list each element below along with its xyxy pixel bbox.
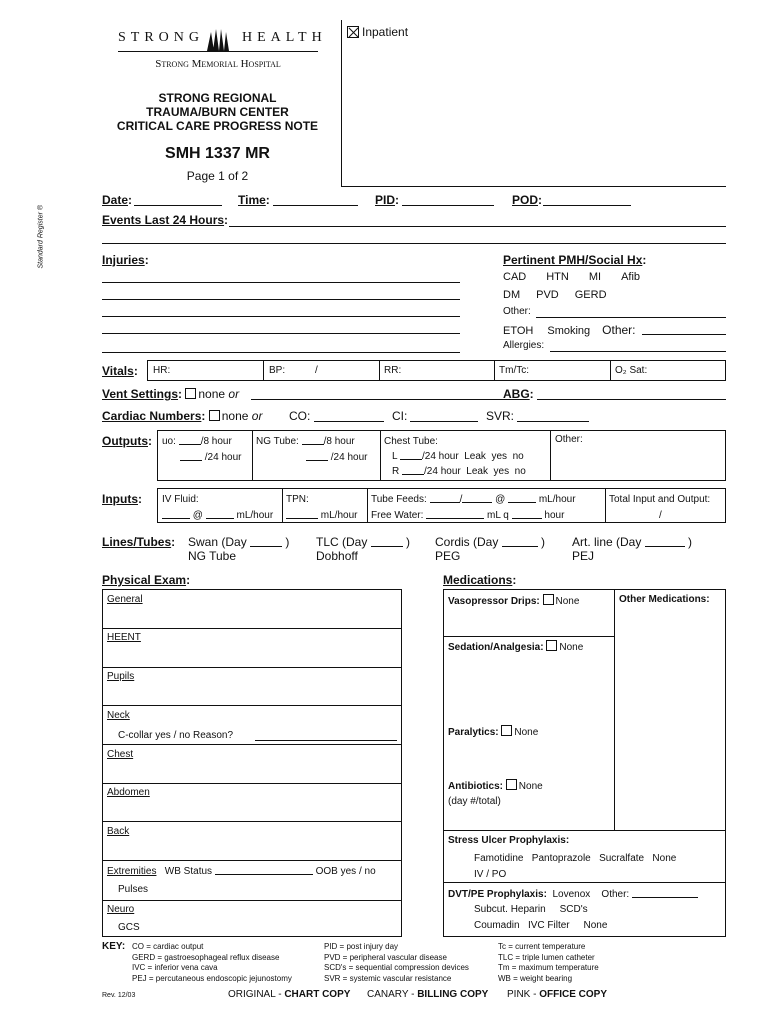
exam-heent[interactable]: HEENT	[107, 632, 141, 643]
ng-cell[interactable]: NG Tube: /8 hour /24 hour	[256, 436, 368, 463]
exam-gcs[interactable]: GCS	[118, 922, 140, 933]
exam-pulses[interactable]: Pulses	[118, 884, 149, 895]
brand-right: HEALTH	[242, 30, 327, 45]
title-line-1: STRONG REGIONAL	[158, 91, 277, 105]
checked-icon	[347, 26, 359, 38]
injuries-line[interactable]	[102, 352, 460, 353]
logo-icon	[204, 26, 232, 52]
exam-general[interactable]: General	[107, 594, 143, 605]
hospital-name: Strong Memorial Hospital	[155, 58, 281, 70]
exam-back[interactable]: Back	[107, 826, 130, 837]
cordis-item[interactable]: Cordis (Day ) PEG	[435, 535, 546, 563]
copy-pink: PINK - OFFICE COPY	[507, 989, 608, 1000]
allergies-field[interactable]	[550, 351, 726, 352]
date-label: Date:	[102, 193, 133, 207]
key-label: KEY:	[102, 941, 126, 952]
vent-none-checkbox[interactable]	[185, 388, 196, 399]
paralytics-row[interactable]: Paralytics: None	[448, 727, 539, 738]
co-field[interactable]	[314, 421, 384, 422]
vent-row: Vent Settings: none or	[102, 387, 240, 401]
svr-field[interactable]	[517, 421, 589, 422]
pid-label: PID:	[375, 193, 400, 207]
pod-label: POD:	[512, 193, 543, 207]
pmh-other2-field[interactable]	[642, 334, 726, 335]
exam-ccollar[interactable]: C-collar yes / no Reason?	[118, 730, 234, 741]
outputs-other[interactable]: Other:	[555, 434, 583, 445]
rr-field[interactable]: RR:	[384, 365, 402, 376]
title-line-3: CRITICAL CARE PROGRESS NOTE	[116, 119, 319, 133]
exam-extremities[interactable]: Extremities WB Status OOB yes / no	[107, 866, 376, 877]
brand-left: STRONG	[118, 30, 205, 45]
antibiotics-row[interactable]: Antibiotics: None (day #/total)	[448, 781, 543, 807]
inputs-label: Inputs:	[102, 492, 142, 506]
stress-ulcer-route[interactable]: IV / PO	[474, 869, 507, 880]
time-label: Time:	[238, 193, 270, 207]
svr-label: SVR:	[486, 409, 515, 423]
tm-field[interactable]: Tm/Tc:	[499, 365, 529, 376]
time-field[interactable]	[273, 205, 358, 206]
abg-field[interactable]	[537, 399, 726, 400]
bp-field[interactable]: BP:	[269, 365, 286, 376]
stress-ulcer-options[interactable]: Famotidine Pantoprazole Sucralfate None	[474, 853, 677, 864]
total-io-cell[interactable]: Total Input and Output: /	[609, 494, 711, 521]
chest-tube-cell[interactable]: Chest Tube: L /24 hour Leak yes no R /24 hour Leak yes no	[384, 436, 526, 477]
pmh-allergies: Allergies:	[503, 340, 545, 351]
sedation-row[interactable]: Sedation/Analgesia: None	[448, 642, 584, 653]
uo-cell[interactable]: uo: /8 hour /24 hour	[162, 436, 242, 463]
injuries-line[interactable]	[102, 316, 460, 317]
pmh-row-1: CAD HTN MI Afib	[503, 271, 641, 283]
exam-label: Physical Exam:	[102, 573, 191, 587]
other-meds[interactable]: Other Medications:	[619, 594, 710, 605]
stress-ulcer-label: Stress Ulcer Prophylaxis:	[448, 835, 570, 846]
inpatient-checkbox[interactable]: Inpatient	[347, 25, 408, 39]
injuries-label: Injuries:	[102, 253, 149, 267]
injuries-line[interactable]	[102, 299, 460, 300]
swan-item[interactable]: Swan (Day ) NG Tube	[188, 535, 290, 563]
exam-chest[interactable]: Chest	[107, 749, 134, 760]
hr-field[interactable]: HR:	[153, 365, 171, 376]
vasopressor-row[interactable]: Vasopressor Drips: None	[448, 596, 580, 607]
art-line-item[interactable]: Art. line (Day ) PEJ	[572, 535, 693, 563]
pod-field[interactable]	[543, 205, 631, 206]
dvt-row[interactable]: DVT/PE Prophylaxis: Lovenox Other:	[448, 888, 698, 900]
pid-field[interactable]	[402, 205, 494, 206]
injuries-line[interactable]	[102, 333, 460, 334]
key-col-3: Tc = current temperature TLC = triple lumen catheter Tm = maximum temperature WB = weight bearing	[498, 942, 599, 983]
exam-neck[interactable]: Neck	[107, 710, 130, 721]
exam-abdomen[interactable]: Abdomen	[107, 787, 150, 798]
abg-label: ABG:	[503, 387, 534, 401]
cardiac-row: Cardiac Numbers: none or	[102, 409, 263, 423]
brand-logo	[118, 26, 327, 54]
dvt-row-2[interactable]: Subcut. Heparin SCD's	[474, 904, 588, 915]
lines-label: Lines/Tubes:	[102, 535, 176, 549]
co-label: CO:	[289, 409, 311, 423]
exam-neuro[interactable]: Neuro	[107, 904, 135, 915]
copy-original: ORIGINAL - CHART COPY	[228, 989, 351, 1000]
ci-field[interactable]	[410, 421, 478, 422]
tpn-cell[interactable]: TPN: mL/hour	[286, 494, 358, 521]
title-line-2: TRAUMA/BURN CENTER	[146, 105, 289, 119]
o2-field[interactable]: O₂ Sat:	[615, 365, 648, 376]
meds-label: Medications:	[443, 573, 517, 587]
bp-sep: /	[315, 365, 318, 376]
pmh-label: Pertinent PMH/Social Hx:	[503, 253, 647, 267]
page-number: Page 1 of 2	[186, 169, 249, 183]
outputs-label: Outputs:	[102, 434, 152, 448]
iv-fluid-cell[interactable]: IV Fluid: @ mL/hour	[162, 494, 274, 521]
pmh-other-field[interactable]	[536, 317, 726, 318]
vent-field[interactable]	[251, 399, 503, 400]
events-field[interactable]	[229, 226, 726, 227]
vitals-label: Vitals:	[102, 364, 138, 378]
pmh-etoh: ETOH Smoking Other:	[503, 323, 636, 337]
dvt-row-3[interactable]: Coumadin IVC Filter None	[474, 920, 608, 931]
tlc-item[interactable]: TLC (Day ) Dobhoff	[316, 535, 411, 563]
key-col-1: CO = cardiac output GERD = gastroesophageal reflux disease IVC = inferior vena cava PEJ = percutaneous endoscopic jejunostomy	[132, 942, 292, 983]
pmh-other: Other:	[503, 306, 531, 317]
side-text: Standard Register ®	[37, 204, 45, 269]
copy-canary: CANARY - BILLING COPY	[367, 989, 489, 1000]
events-label: Events Last 24 Hours:	[102, 213, 229, 227]
cardiac-none-checkbox[interactable]	[209, 410, 220, 421]
ci-label: CI:	[392, 409, 408, 423]
revision: Rev. 12/03	[102, 992, 136, 999]
pmh-row-2: DM PVD GERD	[503, 289, 607, 301]
injuries-line[interactable]	[102, 282, 460, 283]
exam-pupils[interactable]: Pupils	[107, 671, 135, 682]
key-col-2: PID = post injury day PVD = peripheral vascular disease SCD's = sequential compression devices SVR = systemic vascular resistance	[324, 942, 469, 983]
tube-feeds-cell[interactable]: Tube Feeds: / @ mL/hour Free Water: mL q hour	[371, 494, 576, 521]
form-number: SMH 1337 MR	[165, 145, 270, 162]
